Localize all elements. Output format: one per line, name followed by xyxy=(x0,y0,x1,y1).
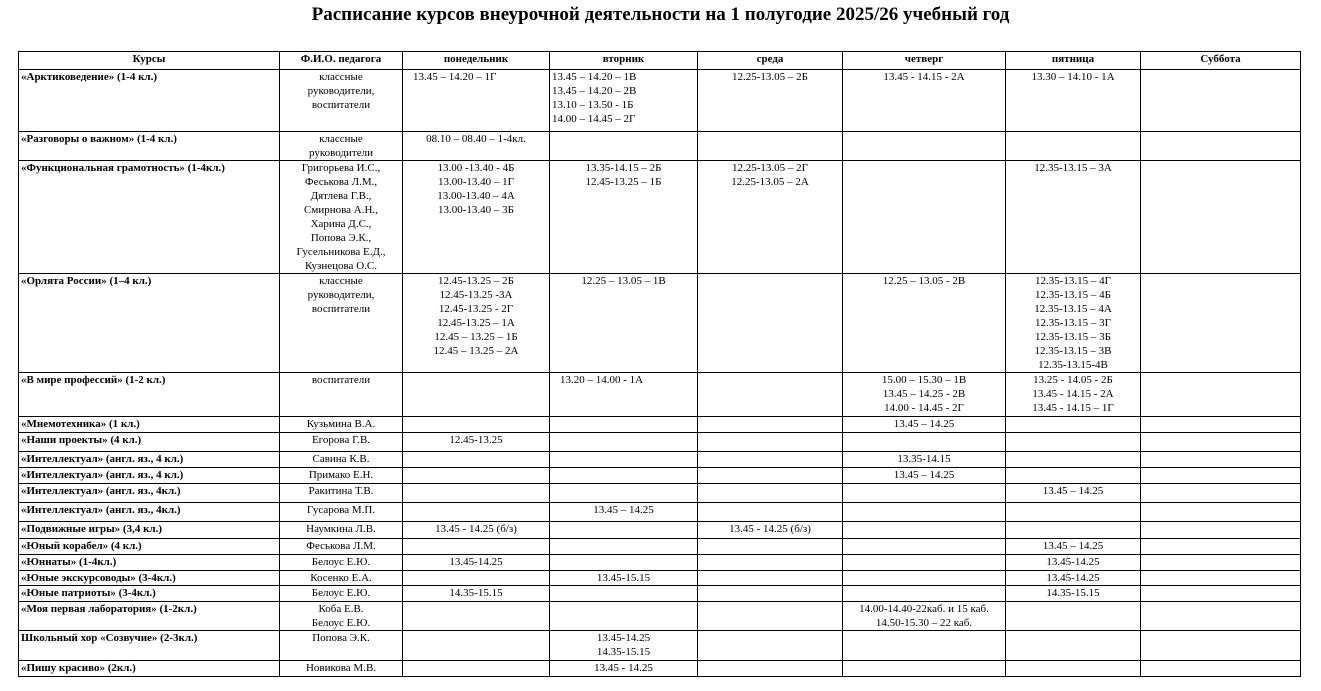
wednesday-cell xyxy=(698,602,843,631)
tuesday-cell: 13.45 – 14.20 – 1В 13.45 – 14.20 – 2В 13.10 – 13.50 - 1Б 14.00 – 14.45 – 2Г xyxy=(550,70,698,132)
course-cell: «Арктиковедение» (1-4 кл.) xyxy=(19,70,280,132)
wednesday-cell xyxy=(698,417,843,433)
monday-cell: 13.45 – 14.20 – 1Г xyxy=(403,70,550,132)
course-cell: «Подвижные игры» (3,4 кл.) xyxy=(19,522,280,539)
monday-cell: 13.45 - 14.25 (б/з) xyxy=(403,522,550,539)
friday-cell xyxy=(1006,452,1141,468)
wednesday-cell: 12.25-13.05 – 2Г 12.25-13.05 – 2А xyxy=(698,161,843,274)
saturday-cell xyxy=(1141,571,1301,586)
tuesday-cell xyxy=(550,484,698,503)
course-cell: «Наши проекты» (4 кл.) xyxy=(19,433,280,452)
friday-cell xyxy=(1006,468,1141,484)
course-cell: «Функциональная грамотность» (1-4кл.) xyxy=(19,161,280,274)
tuesday-cell xyxy=(550,132,698,161)
thursday-cell xyxy=(843,631,1006,661)
wednesday-cell xyxy=(698,132,843,161)
monday-cell xyxy=(403,602,550,631)
teacher-cell: Наумкина Л.В. xyxy=(280,522,403,539)
wednesday-cell: 12.25-13.05 – 2Б xyxy=(698,70,843,132)
teacher-cell: классные руководители, воспитатели xyxy=(280,274,403,373)
saturday-cell xyxy=(1141,433,1301,452)
table-row xyxy=(19,555,1301,571)
table-row xyxy=(19,452,1301,468)
page-title: Расписание курсов внеурочной деятельности на 1 полугодие 2025/26 учебный год xyxy=(311,4,1010,25)
wednesday-cell xyxy=(698,571,843,586)
wednesday-cell: 13.45 - 14.25 (б/з) xyxy=(698,522,843,539)
wednesday-cell xyxy=(698,274,843,373)
tuesday-cell: 13.35-14.15 – 2Б 12.45-13.25 – 1Б xyxy=(550,161,698,274)
course-cell: «Орлята России» (1–4 кл.) xyxy=(19,274,280,373)
monday-cell: 12.45-13.25 – 2Б 12.45-13.25 -3А 12.45-13.25 - 2Г 12.45-13.25 – 1А 12.45 – 13.25 – 1Б 12.45 – 13.25 – 2А xyxy=(403,274,550,373)
friday-cell: 13.45-14.25 xyxy=(1006,571,1141,586)
monday-cell: 14.35-15.15 xyxy=(403,586,550,602)
table-row xyxy=(19,274,1301,373)
teacher-cell: Григорьева И.С., Феськова Л.М., Дятлева Г.В., Смирнова А.Н., Харина Д.С., Попова Э.К., Гусельникова Е.Д., Кузнецова О.С. xyxy=(280,161,403,274)
monday-cell: 13.00 -13.40 - 4Б 13.00-13.40 – 1Г 13.00-13.40 – 4А 13.00-13.40 – 3Б xyxy=(403,161,550,274)
course-cell: «Интеллектуал» (англ. яз., 4 кл.) xyxy=(19,452,280,468)
wednesday-cell xyxy=(698,661,843,677)
schedule-table xyxy=(18,51,1301,677)
friday-cell: 12.35-13.15 – 3А xyxy=(1006,161,1141,274)
friday-cell: 12.35-13.15 – 4Г 12.35-13.15 – 4Б 12.35-13.15 – 4А 12.35-13.15 – 3Г 12.35-13.15 – 3Б 12.35-13.15 – 3В 12.35-13.15-4В xyxy=(1006,274,1141,373)
monday-cell: 08.10 – 08.40 – 1-4кл. xyxy=(403,132,550,161)
teacher-cell: классные руководители xyxy=(280,132,403,161)
table-row xyxy=(19,468,1301,484)
table-row xyxy=(19,373,1301,417)
wednesday-cell xyxy=(698,539,843,555)
course-cell: «Интеллектуал» (англ. яз., 4кл.) xyxy=(19,503,280,522)
tuesday-cell: 12.25 – 13.05 – 1В xyxy=(550,274,698,373)
friday-cell xyxy=(1006,132,1141,161)
tuesday-cell: 13.20 – 14.00 - 1А xyxy=(550,373,698,417)
course-cell: «Юные патриоты» (3-4кл.) xyxy=(19,586,280,602)
monday-cell xyxy=(403,661,550,677)
thursday-cell: 13.45 – 14.25 xyxy=(843,468,1006,484)
teacher-cell: Новикова М.В. xyxy=(280,661,403,677)
thursday-cell xyxy=(843,503,1006,522)
course-cell: «Моя первая лаборатория» (1-2кл.) xyxy=(19,602,280,631)
teacher-cell: Феськова Л.М. xyxy=(280,539,403,555)
tuesday-cell xyxy=(550,539,698,555)
saturday-cell xyxy=(1141,602,1301,631)
wednesday-cell xyxy=(698,586,843,602)
table-row xyxy=(19,484,1301,503)
monday-cell xyxy=(403,452,550,468)
course-cell: «Юннаты» (1-4кл.) xyxy=(19,555,280,571)
tuesday-cell xyxy=(550,468,698,484)
course-cell: «В мире профессий» (1-2 кл.) xyxy=(19,373,280,417)
header-row xyxy=(19,52,1301,70)
course-cell: «Пишу красиво» (2кл.) xyxy=(19,661,280,677)
course-cell: «Интеллектуал» (англ. яз., 4кл.) xyxy=(19,484,280,503)
header-tuesday: вторник xyxy=(550,52,698,70)
course-cell: «Мнемотехника» (1 кл.) xyxy=(19,417,280,433)
header-thursday: четверг xyxy=(843,52,1006,70)
saturday-cell xyxy=(1141,539,1301,555)
thursday-cell xyxy=(843,586,1006,602)
wednesday-cell xyxy=(698,452,843,468)
header-friday: пятница xyxy=(1006,52,1141,70)
teacher-cell: Белоус Е.Ю. xyxy=(280,555,403,571)
wednesday-cell xyxy=(698,503,843,522)
teacher-cell: Примако Е.Н. xyxy=(280,468,403,484)
teacher-cell: воспитатели xyxy=(280,373,403,417)
thursday-cell: 12.25 – 13.05 - 2В xyxy=(843,274,1006,373)
course-cell: Школьный хор «Созвучие» (2-3кл.) xyxy=(19,631,280,661)
table-row xyxy=(19,132,1301,161)
wednesday-cell xyxy=(698,484,843,503)
saturday-cell xyxy=(1141,452,1301,468)
monday-cell xyxy=(403,503,550,522)
course-cell: «Интеллектуал» (англ. яз., 4 кл.) xyxy=(19,468,280,484)
saturday-cell xyxy=(1141,132,1301,161)
wednesday-cell xyxy=(698,555,843,571)
saturday-cell xyxy=(1141,555,1301,571)
table-row xyxy=(19,602,1301,631)
teacher-cell: Попова Э.К. xyxy=(280,631,403,661)
wednesday-cell xyxy=(698,631,843,661)
thursday-cell xyxy=(843,132,1006,161)
tuesday-cell: 13.45-14.25 14.35-15.15 xyxy=(550,631,698,661)
thursday-cell: 13.45 – 14.25 xyxy=(843,417,1006,433)
tuesday-cell xyxy=(550,602,698,631)
friday-cell xyxy=(1006,433,1141,452)
saturday-cell xyxy=(1141,631,1301,661)
thursday-cell xyxy=(843,522,1006,539)
friday-cell: 14.35-15.15 xyxy=(1006,586,1141,602)
saturday-cell xyxy=(1141,274,1301,373)
table-row xyxy=(19,417,1301,433)
saturday-cell xyxy=(1141,468,1301,484)
table-row xyxy=(19,571,1301,586)
friday-cell xyxy=(1006,631,1141,661)
tuesday-cell xyxy=(550,417,698,433)
tuesday-cell: 13.45 - 14.25 xyxy=(550,661,698,677)
teacher-cell: Ракитина Т.В. xyxy=(280,484,403,503)
monday-cell xyxy=(403,631,550,661)
saturday-cell xyxy=(1141,70,1301,132)
tuesday-cell: 13.45-15.15 xyxy=(550,571,698,586)
thursday-cell xyxy=(843,555,1006,571)
thursday-cell xyxy=(843,571,1006,586)
header-monday: понедельник xyxy=(403,52,550,70)
saturday-cell xyxy=(1141,161,1301,274)
friday-cell xyxy=(1006,503,1141,522)
monday-cell xyxy=(403,571,550,586)
teacher-cell: Кузьмина В.А. xyxy=(280,417,403,433)
header-saturday: Суббота xyxy=(1141,52,1301,70)
friday-cell xyxy=(1006,417,1141,433)
tuesday-cell: 13.45 – 14.25 xyxy=(550,503,698,522)
table-row xyxy=(19,661,1301,677)
teacher-cell: Егорова Г.В. xyxy=(280,433,403,452)
teacher-cell: Коба Е.В. Белоус Е.Ю. xyxy=(280,602,403,631)
header-wednesday: среда xyxy=(698,52,843,70)
friday-cell xyxy=(1006,602,1141,631)
saturday-cell xyxy=(1141,417,1301,433)
table-row xyxy=(19,70,1301,132)
friday-cell: 13.45-14.25 xyxy=(1006,555,1141,571)
thursday-cell xyxy=(843,484,1006,503)
table-row xyxy=(19,631,1301,661)
monday-cell xyxy=(403,373,550,417)
saturday-cell xyxy=(1141,661,1301,677)
wednesday-cell xyxy=(698,433,843,452)
monday-cell: 13.45-14.25 xyxy=(403,555,550,571)
friday-cell: 13.25 - 14.05 - 2Б 13.45 - 14.15 - 2А 13.45 - 14.15 – 1Г xyxy=(1006,373,1141,417)
wednesday-cell xyxy=(698,468,843,484)
wednesday-cell xyxy=(698,373,843,417)
table-row xyxy=(19,433,1301,452)
teacher-cell: Косенко Е.А. xyxy=(280,571,403,586)
friday-cell xyxy=(1006,522,1141,539)
monday-cell xyxy=(403,417,550,433)
tuesday-cell xyxy=(550,586,698,602)
table-row xyxy=(19,503,1301,522)
friday-cell: 13.45 – 14.25 xyxy=(1006,484,1141,503)
thursday-cell: 14.00-14.40-22каб. и 15 каб. 14.50-15.30 – 22 каб. xyxy=(843,602,1006,631)
saturday-cell xyxy=(1141,522,1301,539)
tuesday-cell xyxy=(550,555,698,571)
saturday-cell xyxy=(1141,373,1301,417)
monday-cell xyxy=(403,468,550,484)
table-row xyxy=(19,539,1301,555)
teacher-cell: Савина К.В. xyxy=(280,452,403,468)
teacher-cell: Гусарова М.П. xyxy=(280,503,403,522)
monday-cell xyxy=(403,539,550,555)
thursday-cell xyxy=(843,661,1006,677)
course-cell: «Разговоры о важном» (1-4 кл.) xyxy=(19,132,280,161)
saturday-cell xyxy=(1141,484,1301,503)
course-cell: «Юные экскурсоводы» (3-4кл.) xyxy=(19,571,280,586)
monday-cell xyxy=(403,484,550,503)
table-row xyxy=(19,586,1301,602)
friday-cell: 13.30 – 14.10 - 1А xyxy=(1006,70,1141,132)
thursday-cell xyxy=(843,539,1006,555)
course-cell: «Юный корабел» (4 кл.) xyxy=(19,539,280,555)
saturday-cell xyxy=(1141,586,1301,602)
saturday-cell xyxy=(1141,503,1301,522)
teacher-cell: Белоус Е.Ю. xyxy=(280,586,403,602)
tuesday-cell xyxy=(550,522,698,539)
tuesday-cell xyxy=(550,433,698,452)
monday-cell: 12.45-13.25 xyxy=(403,433,550,452)
header-courses: Курсы xyxy=(19,52,280,70)
teacher-cell: классные руководители, воспитатели xyxy=(280,70,403,132)
header-teacher: Ф.И.О. педагога xyxy=(280,52,403,70)
thursday-cell: 13.35-14.15 xyxy=(843,452,1006,468)
thursday-cell: 13.45 - 14.15 - 2А xyxy=(843,70,1006,132)
friday-cell xyxy=(1006,661,1141,677)
thursday-cell: 15.00 – 15.30 – 1В 13.45 – 14.25 - 2В 14.00 - 14.45 - 2Г xyxy=(843,373,1006,417)
table-row xyxy=(19,522,1301,539)
thursday-cell xyxy=(843,161,1006,274)
thursday-cell xyxy=(843,433,1006,452)
friday-cell: 13.45 – 14.25 xyxy=(1006,539,1141,555)
table-row xyxy=(19,161,1301,274)
tuesday-cell xyxy=(550,452,698,468)
